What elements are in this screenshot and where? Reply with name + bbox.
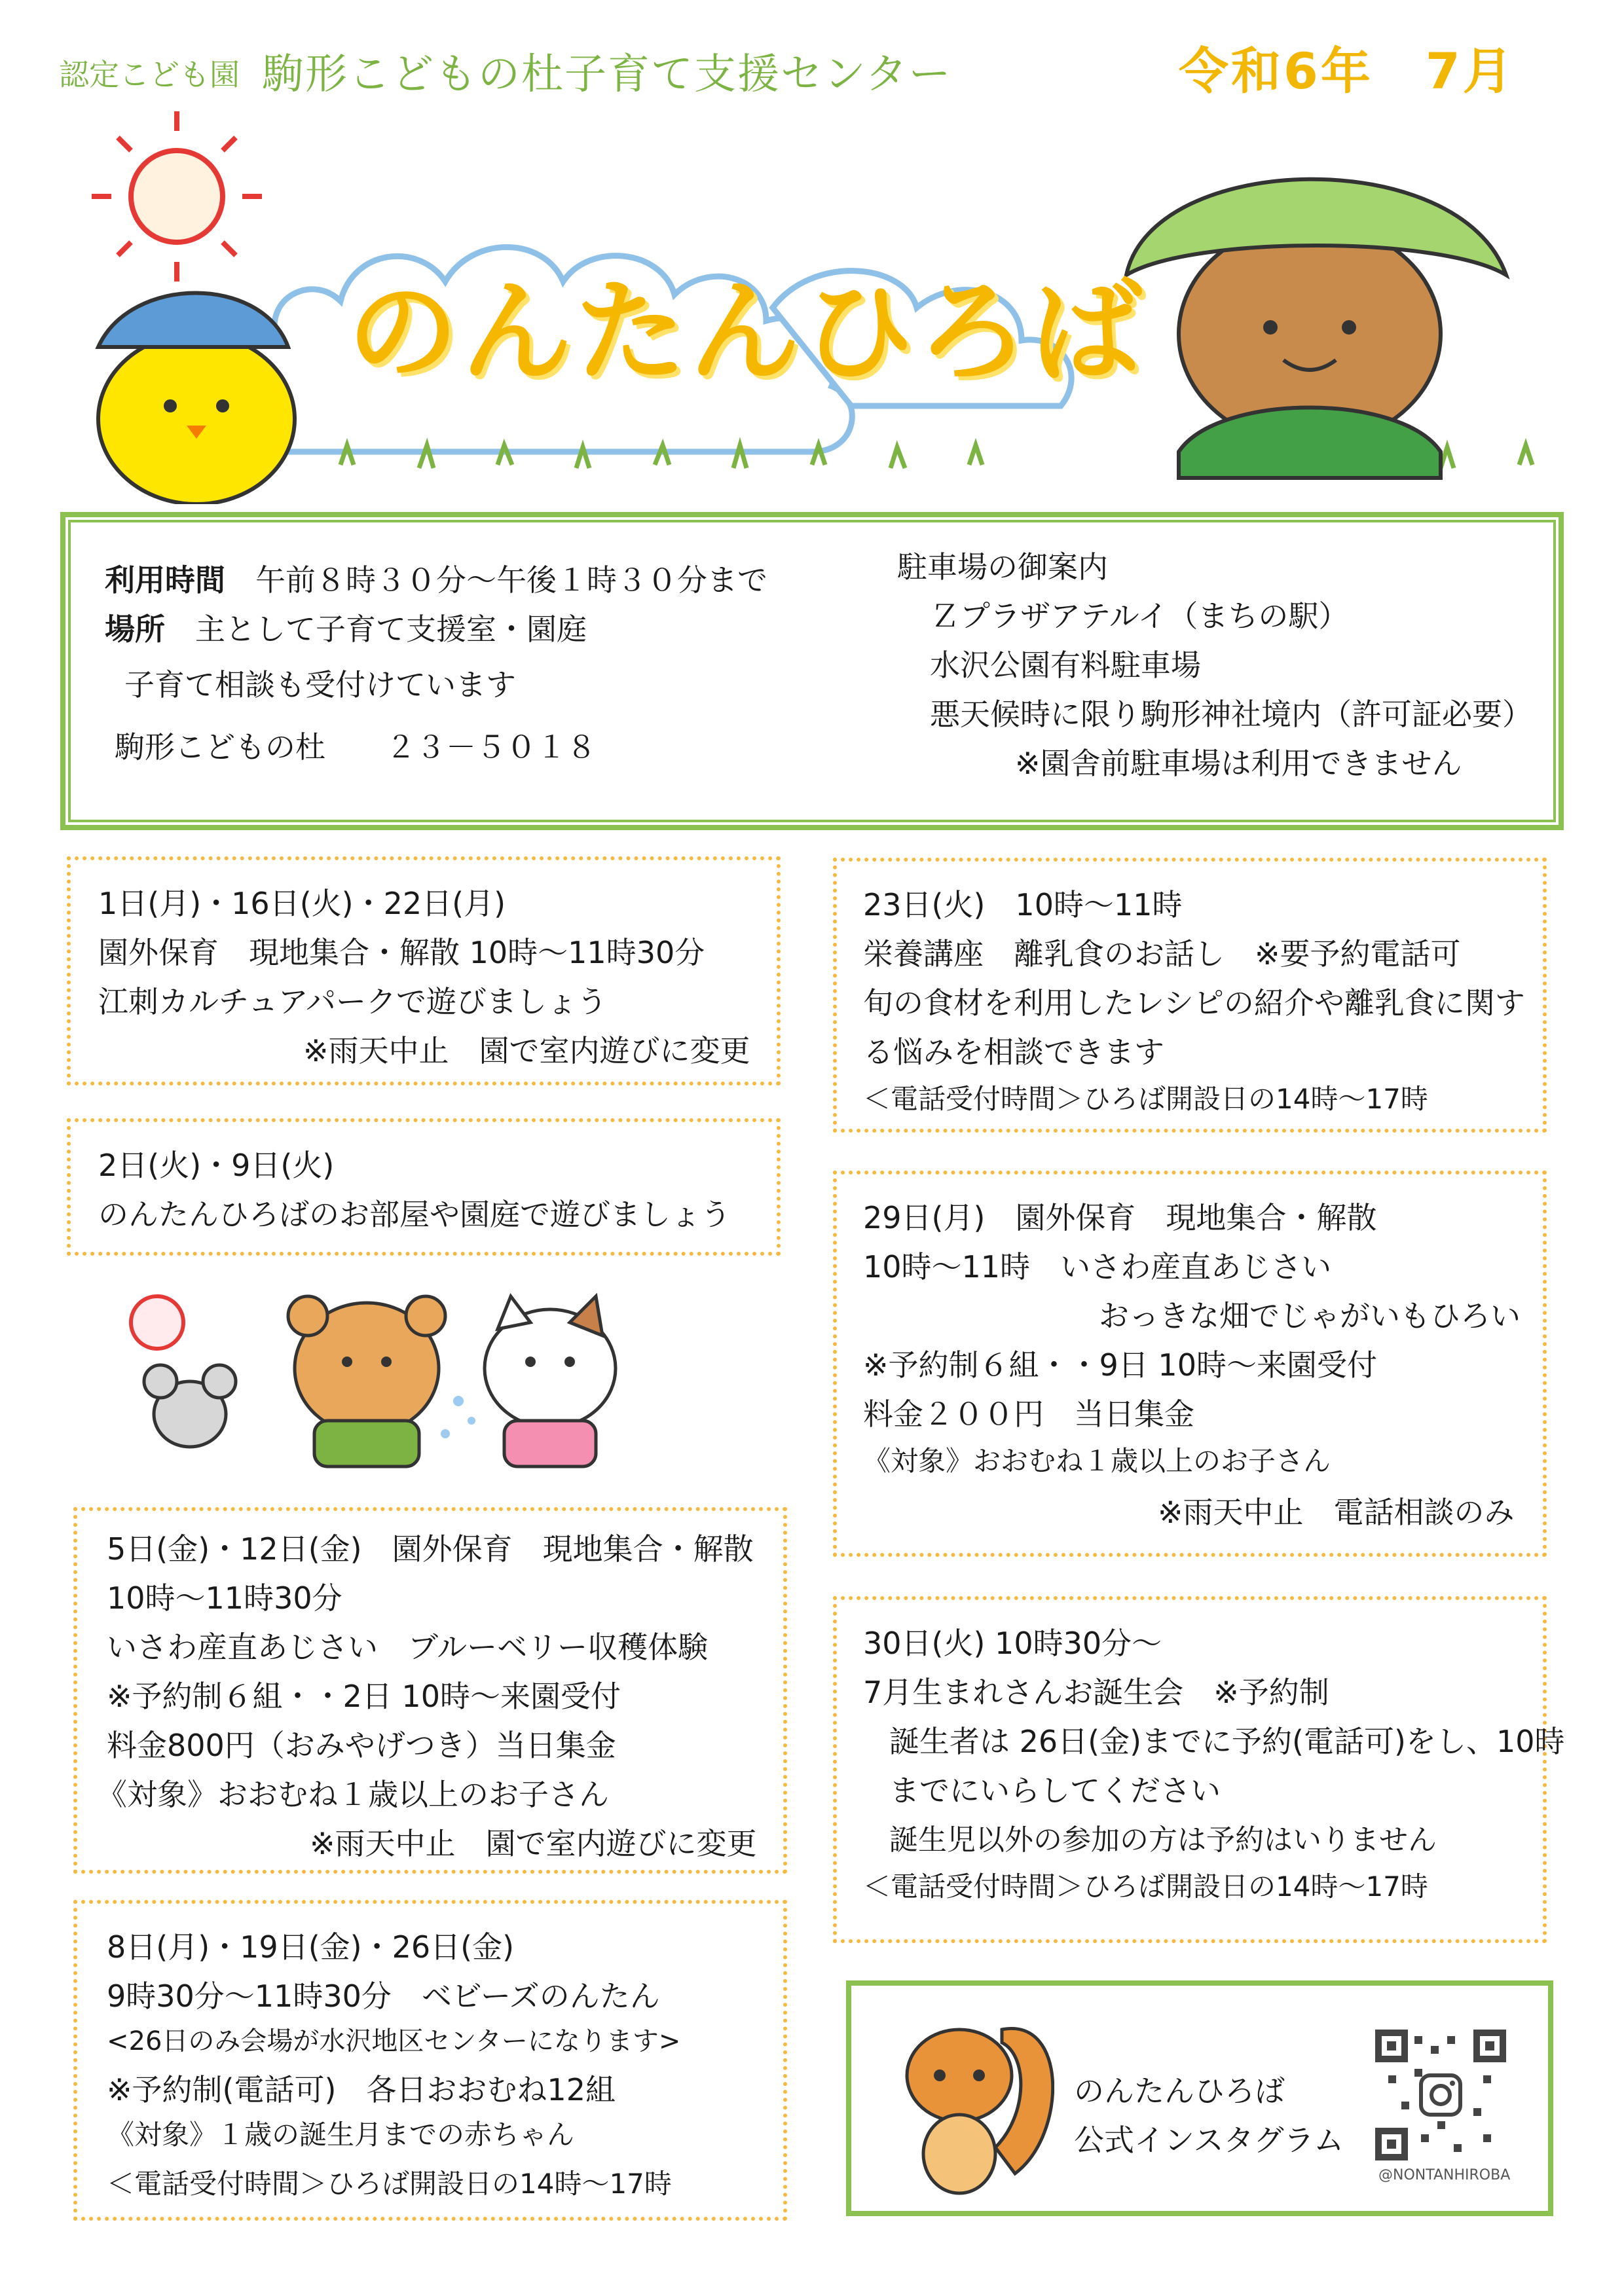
event-line: ＜電話受付時間＞ひろば開設日の14時～17時: [107, 2168, 672, 2200]
event-line: おっきな畑でじゃがいもひろい: [1099, 1298, 1521, 1334]
event-line: 《対象》１歳の誕生月までの赤ちゃん: [107, 2119, 575, 2151]
event-line: 栄養講座 離乳食のお話し ※要予約電話可: [863, 936, 1461, 972]
event-line: 10時～11時30分: [107, 1580, 342, 1616]
event-dates: 29日(月) 園外保育 現地集合・解散: [863, 1200, 1377, 1235]
event-line: ※予約制(電話可) 各日おおむね12組: [107, 2072, 616, 2107]
parking-line: Ｚプラザアテルイ（まちの駅）: [930, 598, 1349, 634]
event-dates: 8日(月)・19日(金)・26日(金): [107, 1929, 515, 1965]
event-dates: 5日(金)・12日(金) 園外保育 現地集合・解散: [107, 1531, 754, 1567]
event-line: ＜電話受付時間＞ひろば開設日の14時～17時: [863, 1870, 1428, 1903]
event-card: [833, 1596, 1565, 1943]
place-label: 場所: [105, 611, 165, 647]
event-dates: 23日(火) 10時～11時: [863, 887, 1183, 922]
event-line: 旬の食材を利用したレシピの紹介や離乳食に関す: [863, 985, 1525, 1021]
event-line: までにいらしてください: [889, 1773, 1221, 1808]
event-line: 料金800円（おみやげつき）当日集金: [107, 1728, 616, 1763]
event-dates: 2日(火)・9日(火): [98, 1148, 335, 1183]
parking-title: 駐車場の御案内: [897, 549, 1108, 585]
org-name: 駒形こどもの杜子育て支援センター: [262, 50, 952, 99]
parking-line: ※園舎前駐車場は利用できません: [1015, 746, 1462, 781]
event-line: 10時～11時 いさわ産直あじさい: [863, 1249, 1332, 1285]
hours-row: [105, 556, 767, 600]
event-line: 7月生まれさんお誕生会 ※予約制: [863, 1675, 1329, 1710]
insta-label-1: のんたんひろば: [1074, 2073, 1285, 2109]
event-line: 9時30分～11時30分 ベビーズのんたん: [107, 1978, 660, 2014]
event-line: いさわ産直あじさい ブルーベリー収穫体験: [107, 1630, 709, 1665]
event-line: 料金２００円 当日集金: [863, 1396, 1194, 1432]
place-value: 主として子育て支援室・園庭: [195, 611, 587, 647]
org-type-label: 認定こども園: [59, 57, 240, 92]
event-line: 誕生者は 26日(金)までに予約(電話可)をし、10時: [889, 1724, 1565, 1759]
event-line: ※雨天中止 電話相談のみ: [1158, 1495, 1515, 1530]
newsletter-title: のんたんひろば: [347, 268, 1145, 397]
event-dates: 1日(月)・16日(火)・22日(月): [98, 886, 506, 921]
issue-date: 令和6年 7月: [1179, 42, 1515, 100]
event-dates: 30日(火) 10時30分～: [863, 1626, 1162, 1661]
hours-value: 午前８時３０分～午後１時３０分まで: [255, 562, 767, 598]
event-line: 江刺カルチュアパークで遊びましょう: [98, 984, 607, 1019]
squirrel-icon: [897, 2003, 1054, 2200]
event-line: ※雨天中止 園で室内遊びに変更: [310, 1826, 757, 1861]
qr-code[interactable]: [1375, 2030, 1506, 2160]
animals-illustration: [92, 1283, 720, 1499]
place-row: [105, 606, 587, 649]
insta-handle: @NONTANHIROBA: [1378, 2167, 1511, 2183]
parking-line: 悪天候時に限り駒形神社境内（許可証必要）: [930, 697, 1532, 732]
event-card: [67, 1118, 781, 1256]
event-line: 《対象》おおむね１歳以上のお子さん: [863, 1445, 1331, 1477]
event-card: [73, 1900, 787, 2221]
event-line: ※雨天中止 園で室内遊びに変更: [303, 1033, 750, 1068]
event-line: ＜電話受付時間＞ひろば開設日の14時～17時: [863, 1083, 1428, 1115]
event-line: のんたんひろばのお部屋や園庭で遊びましょう: [98, 1197, 731, 1232]
event-line: 園外保育 現地集合・解散 10時～11時30分: [98, 935, 705, 970]
event-card: [833, 1171, 1547, 1557]
event-card: [73, 1507, 787, 1874]
insta-label-2: 公式インスタグラム: [1074, 2123, 1344, 2158]
event-line: 《対象》おおむね１歳以上のお子さん: [97, 1777, 609, 1812]
contact-phone: 駒形こどもの杜 ２３－５０１８: [115, 729, 597, 765]
consult-note: 子育て相談も受付けています: [124, 667, 516, 702]
event-line: る悩みを相談できます: [863, 1034, 1164, 1070]
event-line: ※予約制６組・・2日 10時～来園受付: [107, 1679, 621, 1714]
hours-label: 利用時間: [105, 562, 225, 598]
event-line: 誕生児以外の参加の方は予約はいりません: [889, 1823, 1437, 1857]
event-card: [67, 856, 781, 1085]
event-line: <26日のみ会場が水沢地区センターになります>: [107, 2026, 681, 2056]
event-card: [833, 858, 1547, 1133]
parking-line: 水沢公園有料駐車場: [930, 647, 1201, 683]
event-line: ※予約制６組・・9日 10時～来園受付: [863, 1347, 1377, 1383]
